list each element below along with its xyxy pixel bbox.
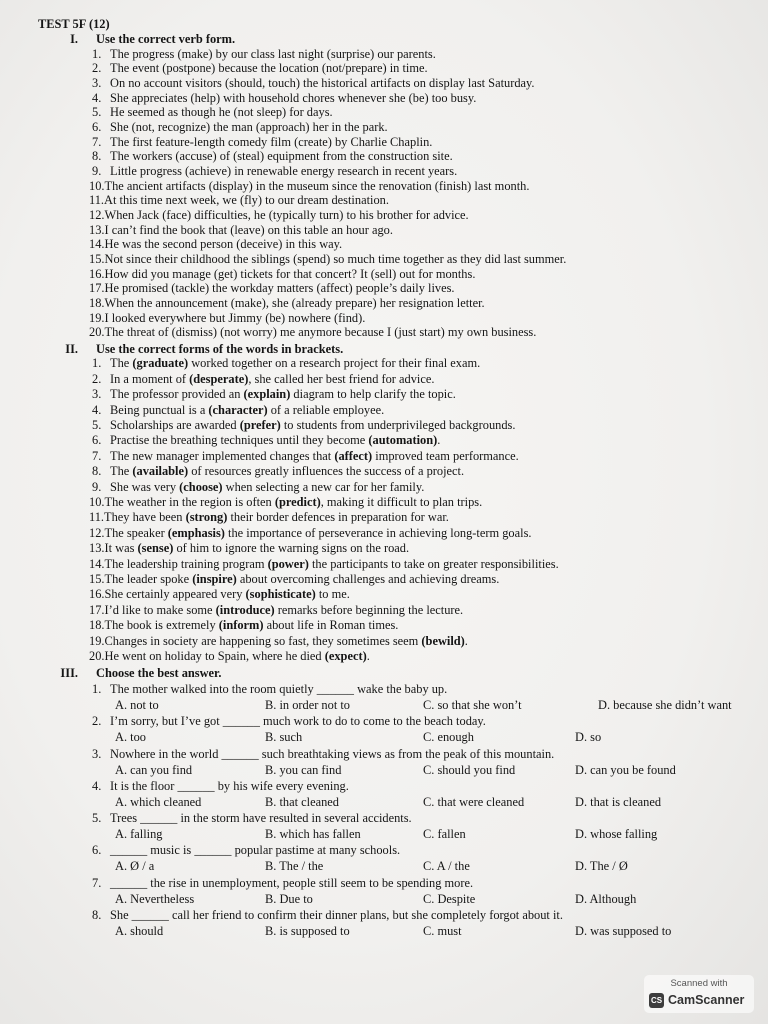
item-text [110, 403, 384, 417]
item-number: 4. [92, 402, 102, 417]
exercise-item [0, 47, 768, 62]
item-number: 18. [89, 296, 105, 311]
item-text [105, 557, 559, 571]
item-number: 1. [92, 356, 102, 371]
item-text [105, 526, 532, 540]
question-block [0, 713, 768, 745]
exercise-item [0, 557, 768, 572]
item-text [105, 634, 468, 648]
answer-option: B. that cleaned [265, 794, 339, 809]
item-text-after: the participants to take on greater responsibilities. [308, 556, 559, 571]
exercise-item [0, 495, 768, 510]
exercise-item [0, 164, 768, 179]
item-text-after: of resources greatly influences the success of a project. [188, 464, 465, 479]
item-text-before: It was [104, 541, 138, 556]
answer-option: D. that is cleaned [575, 794, 662, 809]
answer-option: D. The / Ø [575, 859, 628, 874]
bracketed-word: (character) [208, 402, 268, 417]
answer-option: B. in order not to [265, 698, 351, 713]
question-stem [0, 778, 768, 794]
question-text: I’m sorry, but I’ve got ______ much work to do to come to the beach today. [110, 714, 486, 729]
item-text: Not since their childhood the siblings (spend) so much time together as they did last summer. [104, 252, 567, 266]
item-text [105, 587, 350, 601]
answer-option: D. can you be found [575, 762, 676, 777]
item-text [105, 649, 370, 663]
bracketed-word: (inform) [218, 618, 264, 633]
item-text: On no account visitors (should, touch) the historical artifacts on display last Saturday. [110, 75, 535, 90]
item-text: I looked everywhere but Jimmy (be) nowhere (find). [104, 310, 366, 325]
item-number: 10. [89, 178, 105, 193]
exercise-item [0, 105, 768, 120]
question-text: Trees ______ in the storm have resulted in several accidents. [110, 811, 412, 825]
answer-option: A. Ø / a [115, 859, 155, 874]
item-text-before: The new manager implemented changes that [110, 448, 335, 463]
answer-options [0, 762, 768, 778]
question-number: 7. [92, 875, 102, 890]
item-text [105, 541, 410, 555]
bracketed-word: (emphasis) [167, 525, 225, 540]
answer-option: A. can you find [115, 762, 193, 777]
bracketed-word: (affect) [334, 448, 373, 463]
exercise-item [0, 135, 768, 150]
item-number: 7. [92, 448, 102, 463]
item-number: 4. [92, 90, 102, 105]
item-number: 19. [89, 633, 105, 648]
item-text: He was the second person (deceive) in this way. [104, 237, 343, 252]
item-text-before: Scholarships are awarded [110, 417, 240, 432]
item-number: 9. [92, 479, 102, 494]
answer-options [0, 923, 768, 939]
item-number: 12. [89, 525, 105, 540]
item-text-after: remarks before beginning the lecture. [274, 602, 464, 617]
exercise-item [0, 311, 768, 326]
question-number: 1. [92, 682, 102, 696]
answer-option: B. you can find [265, 762, 342, 777]
exercise-item [0, 510, 768, 525]
answer-option: B. Due to [265, 891, 313, 906]
exercise-item [0, 433, 768, 448]
item-text [110, 418, 515, 432]
exercise-item [0, 634, 768, 649]
bracketed-word: (bewild) [421, 633, 465, 648]
exercise-item [0, 356, 768, 371]
answer-option: C. Despite [423, 891, 476, 906]
item-number: 20. [89, 325, 105, 340]
section-instruction: Use the correct verb form. [96, 32, 236, 46]
exercise-item [0, 237, 768, 252]
item-text-before: The leader spoke [104, 571, 193, 586]
answer-option: A. falling [115, 827, 163, 842]
item-text [110, 372, 434, 386]
item-number: 8. [92, 149, 102, 164]
section-3-header [0, 666, 720, 681]
answer-option: A. should [115, 923, 164, 938]
item-text [110, 464, 464, 478]
exercise-item [0, 208, 768, 223]
item-text-before: Being punctual is a [110, 402, 209, 417]
item-text: At this time next week, we (fly) to our dream destination. [104, 193, 389, 208]
item-number: 16. [89, 266, 105, 281]
answer-option: B. is supposed to [265, 923, 350, 938]
camscanner-brand: CamScanner [668, 993, 745, 1007]
section-numeral: II. [65, 341, 78, 356]
exercise-item [0, 223, 768, 238]
item-number: 14. [89, 556, 105, 571]
bracketed-word: (strong) [185, 510, 228, 525]
item-text-after: , making it difficult to plan trips. [320, 494, 483, 509]
item-number: 11. [89, 193, 105, 208]
item-text: The workers (accuse) of (steal) equipment from the construction site. [110, 149, 453, 164]
question-number: 2. [92, 714, 102, 729]
item-text-after: when selecting a new car for her family. [222, 479, 425, 494]
item-text-before: The leadership training program [104, 556, 268, 571]
item-number: 5. [92, 105, 102, 120]
exercise-item [0, 267, 768, 282]
answer-option: C. enough [423, 730, 474, 745]
question-block [0, 778, 768, 810]
item-text-before: She was very [110, 479, 180, 494]
item-text: She (not, recognize) the man (approach) her in the park. [110, 119, 388, 134]
bracketed-word: (sophisticate) [245, 587, 316, 602]
item-text: The ancient artifacts (display) in the museum since the renovation (finish) last month. [104, 178, 530, 193]
item-text-before: I’d like to make some [104, 602, 216, 617]
exercise-item [0, 603, 768, 618]
exercise-item [0, 387, 768, 402]
question-block [0, 681, 768, 713]
answer-option: D. whose falling [575, 827, 658, 842]
section-2-header [0, 342, 720, 357]
item-number: 3. [92, 75, 102, 90]
item-text-after: of a reliable employee. [267, 402, 385, 417]
item-number: 16. [89, 587, 105, 602]
item-text [110, 480, 424, 494]
question-text: It is the floor ______ by his wife every evening. [110, 778, 349, 793]
exercise-item [0, 541, 768, 556]
item-text-before: The [110, 464, 133, 479]
question-text: The mother walked into the room quietly ______ wake the baby up. [110, 682, 448, 696]
answer-options [0, 858, 768, 874]
question-stem [0, 875, 768, 891]
bracketed-word: (available) [132, 464, 189, 479]
item-text [110, 356, 480, 370]
item-number: 15. [89, 252, 105, 266]
question-block [0, 810, 768, 842]
answer-options [0, 729, 768, 745]
exercise-item [0, 149, 768, 164]
item-number: 19. [89, 310, 105, 325]
item-number: 18. [89, 618, 105, 633]
item-text-after: diagram to help clarify the topic. [290, 387, 456, 402]
exercise-item [0, 449, 768, 464]
exercise-item [0, 464, 768, 479]
question-text: ______ the rise in unemployment, people still seem to be spending more. [110, 875, 474, 890]
item-text [105, 572, 500, 586]
answer-option: A. Nevertheless [115, 891, 195, 906]
bracketed-word: (graduate) [132, 356, 189, 371]
bracketed-word: (choose) [179, 479, 223, 494]
item-number: 3. [92, 387, 102, 402]
exercise-item [0, 61, 768, 76]
question-text: She ______ call her friend to confirm their dinner plans, but she completely forgot about it. [110, 907, 563, 922]
exercise-item [0, 587, 768, 602]
question-stem [0, 842, 768, 858]
item-text-before: She certainly appeared very [104, 587, 246, 602]
camscanner-watermark [644, 975, 754, 1013]
answer-option: D. because she didn’t want [598, 698, 732, 713]
answer-options [0, 826, 768, 842]
section-numeral: III. [60, 665, 78, 680]
item-number: 1. [92, 46, 102, 61]
item-text: How did you manage (get) tickets for that concert? It (sell) out for months. [104, 266, 476, 281]
exercise-item [0, 325, 768, 340]
item-text-after: , she called her best friend for advice. [248, 371, 435, 386]
item-text: I can’t find the book that (leave) on this table an hour ago. [104, 222, 393, 237]
item-text: The event (postpone) because the location (not/prepare) in time. [110, 61, 428, 76]
item-text-before: The weather in the region is often [104, 494, 275, 509]
item-text-before: The [110, 356, 133, 371]
item-number: 12. [89, 207, 105, 222]
answer-option: A. which cleaned [115, 794, 202, 809]
answer-option: C. that were cleaned [423, 794, 525, 809]
answer-option: C. should you find [423, 762, 516, 777]
item-text: He seemed as though he (not sleep) for days. [110, 105, 333, 120]
question-stem [0, 810, 768, 826]
answer-option: D. so [575, 730, 602, 745]
answer-option: D. was supposed to [575, 923, 672, 938]
question-text: ______ music is ______ popular pastime at many schools. [110, 843, 401, 858]
item-number: 15. [89, 571, 105, 586]
item-text-after: to me. [315, 587, 350, 602]
exercise-item [0, 193, 768, 208]
item-text-before: The professor provided an [110, 387, 244, 402]
question-number: 3. [92, 746, 102, 761]
exercise-item [0, 120, 768, 135]
item-number: 17. [89, 281, 105, 296]
item-text: The threat of (dismiss) (not worry) me anymore because I (just start) my own business. [104, 325, 537, 340]
answer-options [0, 794, 768, 810]
bracketed-word: (desperate) [189, 371, 249, 386]
exercise-item [0, 179, 768, 194]
exercise-item [0, 649, 768, 664]
item-text: He promised (tackle) the workday matters (affect) people’s daily lives. [104, 281, 455, 296]
item-number: 13. [89, 541, 105, 556]
item-text [110, 449, 519, 463]
exercise-item [0, 480, 768, 495]
item-text [105, 495, 483, 509]
answer-options [0, 891, 768, 907]
item-text-before: Changes in society are happening so fast, they sometimes seem [104, 633, 422, 648]
question-block [0, 842, 768, 874]
item-number: 2. [92, 61, 102, 76]
item-text-after: to students from underprivileged backgrounds. [280, 417, 516, 432]
item-number: 13. [89, 222, 105, 237]
item-text-before: Practise the breathing techniques until they become [110, 433, 369, 448]
question-stem [0, 681, 768, 697]
item-text-before: The book is extremely [104, 618, 219, 633]
bracketed-word: (inspire) [192, 571, 237, 586]
item-text: When the announcement (make), she (already prepare) her resignation letter. [104, 296, 485, 311]
item-number: 11. [89, 510, 105, 525]
bracketed-word: (predict) [274, 494, 321, 509]
answer-option: C. fallen [423, 827, 466, 842]
question-block [0, 875, 768, 907]
item-text [110, 433, 440, 447]
item-text-after: . [464, 633, 468, 648]
exercise-item [0, 526, 768, 541]
exercise-item [0, 372, 768, 387]
section-1-header [0, 32, 720, 47]
item-text [110, 387, 456, 401]
section-instruction: Use the correct forms of the words in brackets. [96, 341, 344, 356]
item-text-after: about overcoming challenges and achieving dreams. [236, 571, 500, 586]
bracketed-word: (prefer) [239, 417, 281, 432]
exercise-item [0, 281, 768, 296]
item-text-after: their border defences in preparation for war. [227, 510, 449, 525]
item-text-before: They have been [104, 510, 186, 525]
item-text [105, 618, 399, 632]
question-text: Nowhere in the world ______ such breathtaking views as from the peak of this mountain. [110, 746, 555, 761]
item-text-before: He went on holiday to Spain, where he died [104, 649, 325, 664]
exercise-item [0, 252, 768, 267]
test-title: TEST 5F (12) [38, 17, 110, 31]
item-number: 20. [89, 649, 105, 664]
item-text-after: of him to ignore the warning signs on the road. [173, 541, 410, 556]
item-text: The first feature-length comedy film (create) by Charlie Chaplin. [110, 134, 433, 149]
section-numeral: I. [70, 32, 78, 46]
item-text-before: In a moment of [110, 371, 190, 386]
question-number: 4. [92, 778, 102, 793]
item-number: 5. [92, 417, 102, 432]
question-number: 5. [92, 811, 102, 825]
exercise-item [0, 618, 768, 633]
question-number: 6. [92, 843, 102, 858]
item-number: 10. [89, 494, 105, 509]
bracketed-word: (expect) [324, 649, 367, 664]
item-text-after: . [366, 649, 370, 664]
exercise-item [0, 76, 768, 91]
question-block [0, 746, 768, 778]
section-1-items [0, 47, 768, 340]
item-text: She appreciates (help) with household chores whenever she (be) too busy. [110, 90, 477, 105]
question-stem [0, 907, 768, 923]
bracketed-word: (power) [267, 556, 309, 571]
item-text-before: The speaker [104, 525, 168, 540]
item-text-after: about life in Roman times. [263, 618, 399, 633]
answer-option: C. A / the [423, 859, 470, 874]
bracketed-word: (sense) [137, 541, 174, 556]
answer-option: B. which has fallen [265, 827, 361, 842]
item-text [105, 603, 464, 617]
question-block [0, 907, 768, 939]
item-text-after: the importance of perseverance in achieving long-term goals. [224, 525, 532, 540]
answer-option: D. Although [575, 891, 637, 906]
answer-option: B. such [265, 730, 303, 745]
answer-options [0, 697, 768, 713]
exercise-item [0, 403, 768, 418]
item-text [104, 510, 449, 524]
exercise-item [0, 91, 768, 106]
section-3-questions [0, 681, 768, 939]
question-number: 8. [92, 907, 102, 922]
item-number: 8. [92, 464, 102, 479]
item-text-after: worked together on a research project for their final exam. [188, 356, 481, 371]
item-number: 7. [92, 134, 102, 149]
item-number: 2. [92, 371, 102, 386]
item-text: The progress (make) by our class last night (surprise) our parents. [110, 46, 436, 61]
item-text: When Jack (face) difficulties, he (typically turn) to his brother for advice. [104, 207, 469, 222]
question-stem [0, 713, 768, 729]
bracketed-word: (introduce) [215, 602, 275, 617]
answer-option: C. so that she won’t [423, 698, 522, 713]
exercise-item [0, 572, 768, 587]
bracketed-word: (explain) [243, 387, 291, 402]
camscanner-logo-icon: CS [649, 993, 664, 1008]
bracketed-word: (automation) [368, 433, 438, 448]
section-2-items [0, 356, 768, 664]
answer-option: C. must [423, 923, 462, 938]
exercise-item [0, 418, 768, 433]
question-stem [0, 746, 768, 762]
item-number: 9. [92, 163, 102, 178]
scanned-with-label: Scanned with [670, 978, 728, 989]
item-number: 6. [92, 433, 102, 448]
item-number: 6. [92, 119, 102, 134]
answer-option: B. The / the [265, 859, 324, 874]
item-number: 17. [89, 602, 105, 617]
section-instruction: Choose the best answer. [96, 665, 222, 680]
item-number: 14. [89, 237, 105, 252]
item-text-after: . [437, 433, 441, 448]
item-text: Little progress (achieve) in renewable energy research in recent years. [110, 163, 458, 178]
answer-option: A. not to [115, 698, 159, 713]
item-text-after: improved team performance. [372, 448, 519, 463]
answer-option: A. too [115, 730, 146, 745]
exercise-item [0, 296, 768, 311]
